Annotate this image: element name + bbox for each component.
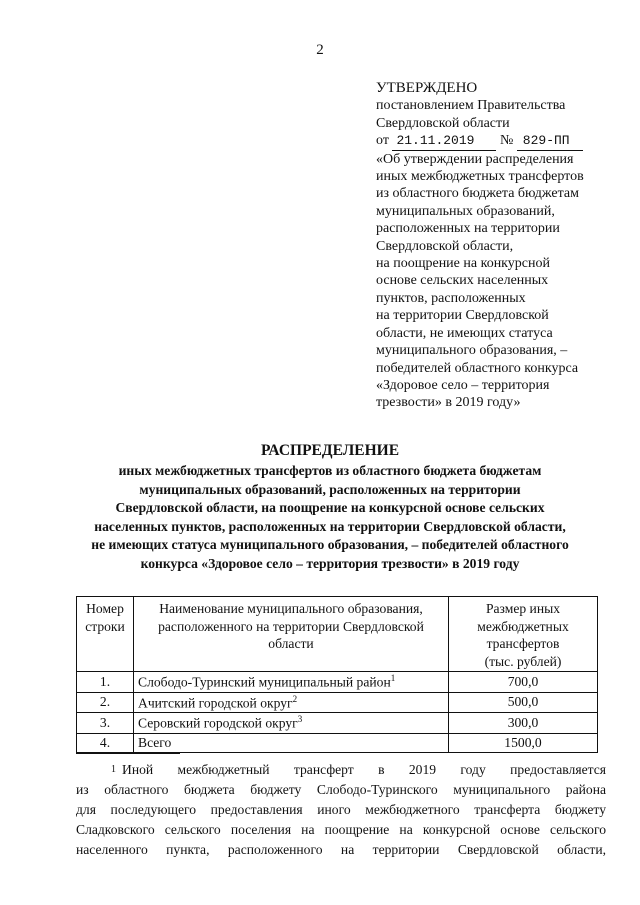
table-row (77, 713, 598, 734)
header-municipality (134, 597, 449, 672)
footnote-line: Сладковского сельского поселения на поощрение на конкурсной основе сельского (76, 822, 606, 837)
decree-title-line: на поощрение на конкурсной (376, 256, 550, 272)
decree-title-line: на территории Свердловской (376, 308, 549, 324)
header-amount (449, 597, 598, 672)
footnote-ref: 2 (292, 693, 298, 704)
decree-date: 21.11.2019 (392, 132, 496, 150)
heading-line: иных межбюджетных трансфертов из областного бюджета бюджетам (118, 463, 542, 478)
decree-title-line: трезвости» в 2019 году» (376, 395, 521, 411)
header-text: трансфертов (486, 636, 560, 651)
approval-date-line (376, 132, 626, 150)
row-amount: 1500,0 (449, 733, 598, 752)
header-text: расположенного на территории Свердловской (158, 618, 424, 634)
page-number: 2 (316, 42, 324, 58)
footnote (76, 760, 606, 860)
decree-number: 829-ПП (517, 132, 583, 150)
row-number: 3. (77, 713, 134, 734)
heading-line: конкурса «Здоровое село – территория трезвости» в 2019 году (140, 555, 520, 571)
footnote-line: населенного пункта, расположенного на территории Свердловской области, (76, 842, 606, 857)
header-text: межбюджетных (477, 618, 569, 634)
footnote-ref: 1 (390, 673, 396, 683)
decree-title-line: муниципального образования, – (376, 343, 568, 359)
table-row (77, 672, 598, 693)
table-header-row (77, 597, 598, 672)
approval-line-2: Свердловской области (376, 115, 510, 131)
row-number: 2. (77, 692, 134, 713)
footnote-line: для последующего предоставления иного межбюджетного трансферта бюджету (76, 802, 606, 817)
decree-title-line: из областного бюджета бюджетам (376, 186, 579, 202)
from-label: от (376, 133, 389, 149)
decree-title-line: расположенных на территории (376, 221, 560, 237)
heading-line: муниципальных образований, расположенных на территории (139, 481, 521, 497)
header-row-number (77, 597, 134, 672)
decree-title-line: иных межбюджетных трансфертов (376, 169, 584, 185)
decree-title-line: области, не имеющих статуса (376, 325, 553, 341)
municipality-name: Ачитский городской округ (138, 695, 293, 711)
header-text: (тыс. рублей) (484, 653, 562, 669)
approval-line-1: постановлением Правительства (376, 98, 566, 114)
decree-title-line: пунктов, расположенных (376, 290, 526, 306)
heading-line: населенных пунктов, расположенных на территории Свердловской области, (94, 518, 566, 534)
footnote-ref: 3 (297, 714, 303, 725)
footnote-text: Иной межбюджетный трансферт в 2019 году предоставляется (122, 762, 606, 777)
decree-title-line: «Об утверждении распределения (376, 151, 574, 167)
row-amount: 300,0 (449, 713, 598, 734)
distribution-table (76, 596, 598, 753)
approval-block (376, 80, 626, 412)
decree-title-line: основе сельских населенных (376, 273, 549, 289)
row-municipality (134, 692, 449, 713)
number-label: № (499, 133, 514, 149)
row-amount: 500,0 (449, 692, 598, 713)
document-heading (60, 442, 600, 573)
heading-line: Свердловской области, на поощрение на конкурсной основе сельских (115, 500, 545, 515)
heading-line: не имеющих статуса муниципального образования, – победителей областного (91, 537, 569, 552)
row-municipality (134, 672, 449, 693)
header-text: области (268, 636, 314, 651)
municipality-name: Серовский городской округ (138, 715, 298, 731)
heading-title: РАСПРЕДЕЛЕНИЕ (260, 442, 400, 459)
header-text: Номер (86, 601, 124, 616)
header-text: строки (85, 618, 125, 634)
table-row-total (77, 733, 598, 752)
footnote-line (76, 760, 606, 780)
decree-title-line: муниципальных образований, (376, 203, 555, 219)
header-text: Наименование муниципального образования, (159, 601, 423, 616)
footnote-marker: 1 (111, 764, 116, 775)
row-number: 4. (77, 733, 134, 752)
footnote-line: из областного бюджета бюджету Слободо-Туринского муниципального района (76, 782, 606, 797)
row-number: 1. (77, 672, 134, 693)
decree-title-line: победителей областного конкурса (376, 360, 579, 376)
decree-title-line: «Здоровое село – территория (376, 377, 550, 393)
approval-title: УТВЕРЖДЕНО (376, 80, 478, 96)
municipality-name: Всего (138, 734, 172, 750)
row-amount: 700,0 (449, 672, 598, 693)
table-row (77, 692, 598, 713)
decree-title-line: Свердловской области, (376, 238, 514, 254)
footnote-divider (76, 753, 180, 754)
municipality-name: Слободо-Туринский муниципальный район (138, 674, 391, 690)
row-municipality (134, 713, 449, 734)
header-text: Размер иных (485, 601, 561, 616)
row-municipality (134, 733, 449, 752)
